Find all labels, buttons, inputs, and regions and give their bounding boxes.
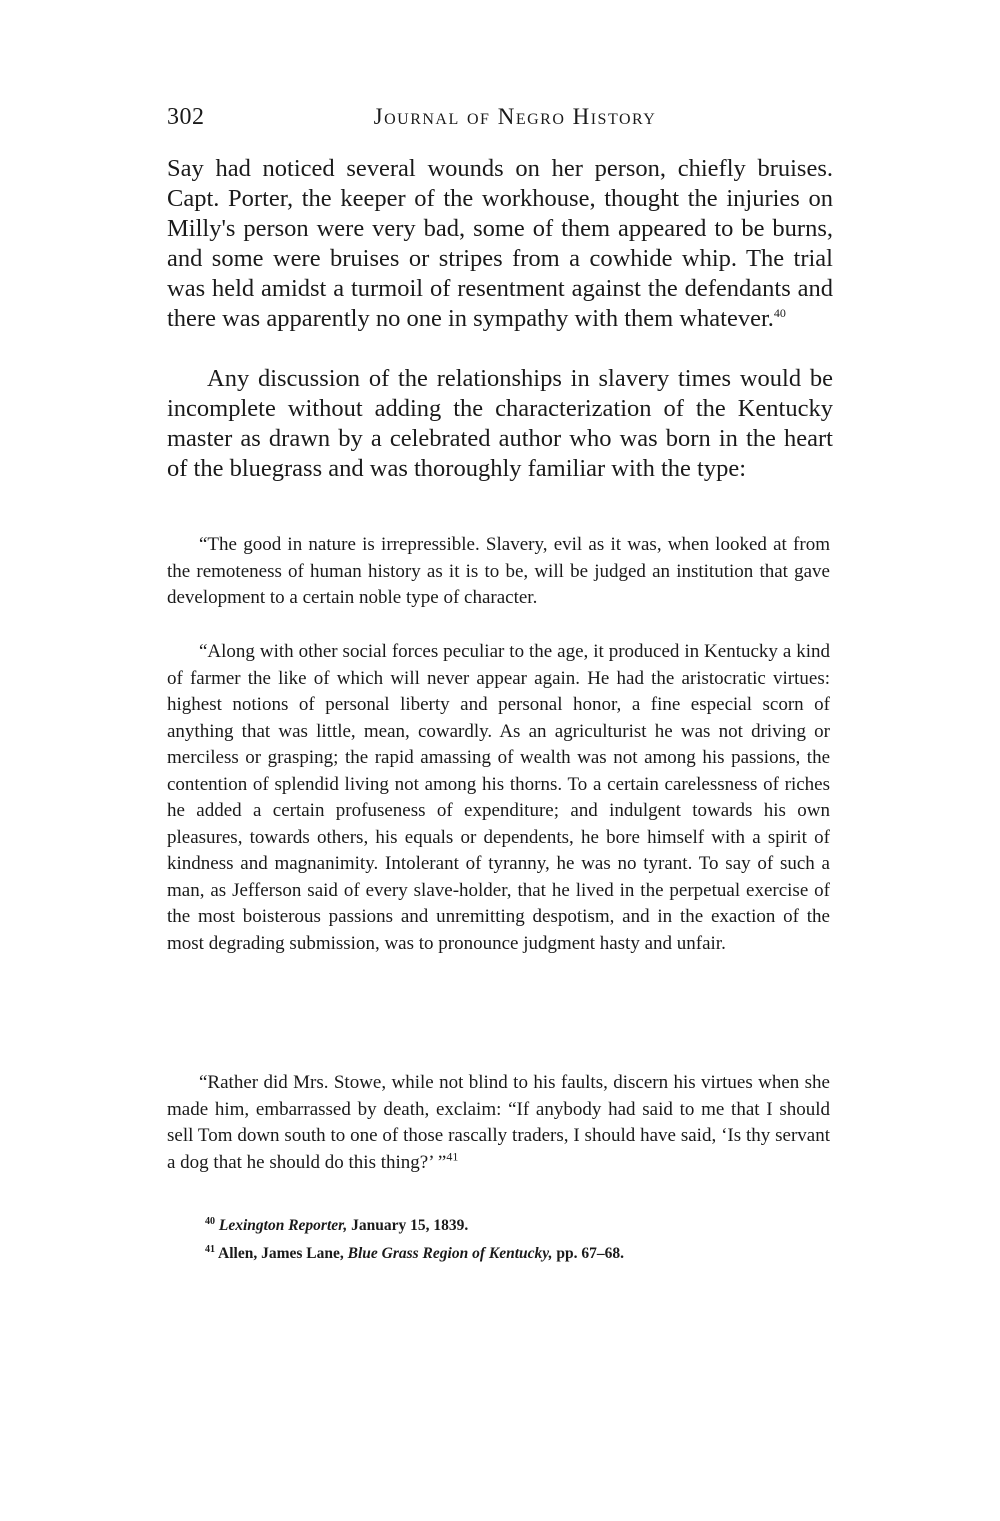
footnote-ref-40: 40 <box>773 305 786 320</box>
body-paragraph-1 <box>167 154 833 334</box>
footnote-ref-41: 41 <box>446 1149 459 1164</box>
running-head <box>167 104 833 144</box>
body-paragraph-1-text: Say had noticed several wounds on her person, chiefly bruises. Capt. Porter, the keeper of the workhouse, thought the injuries on Milly's person were very bad, some of them appeared to be burns, and some were bruises or stripes from a cowhide whip. The trial was held amidst a turmoil of resentment against the defendants and there was apparently no one in sympathy with them whatever. <box>167 155 833 332</box>
footnote-number: 41 <box>205 1244 215 1256</box>
footnote-40 <box>205 1210 825 1238</box>
footnote-source-details: January 15, 1839. <box>347 1217 469 1235</box>
footnote-41 <box>205 1238 825 1266</box>
block-quote-1: “The good in nature is irrepressible. Slavery, evil as it was, when looked at from the remoteness of human history as it is to be, will be judged an institution that gave development to a certain noble type of character. <box>167 534 830 608</box>
block-quote-3-text: “Rather did Mrs. Stowe, while not blind to his faults, discern his virtues when she made him, embarrassed by death, exclaim: “If anybody had said to me that I should sell Tom down south to one of those rascally traders, I should have said, ‘Is thy servant a dog that he should do this thing?’ ” <box>167 1072 830 1173</box>
footnote-source-details: pp. 67–68. <box>552 1245 624 1263</box>
footnotes <box>205 1210 825 1266</box>
body-paragraph-2: Any discussion of the relationships in slavery times would be incomplete without adding the characterization of the Kentucky master as drawn by a celebrated author who was born in the heart of the bluegrass and was thoroughly familiar with the type: <box>167 365 833 482</box>
footnote-source-title: Blue Grass Region of Kentucky, <box>347 1245 553 1263</box>
footnote-author: Allen, James Lane, <box>218 1245 348 1263</box>
block-quote-3 <box>167 1070 830 1176</box>
journal-title: Journal of Negro History <box>373 104 657 129</box>
footnote-source-title: Lexington Reporter, <box>218 1217 348 1235</box>
footnote-number: 40 <box>205 1216 215 1227</box>
page-number: 302 <box>167 104 205 130</box>
block-quote-2: “Along with other social forces peculiar to the age, it produced in Kentucky a kind of farmer the like of which will never appear again. He had the aristocratic virtues: highest notions of personal liberty and personal honor, a fine especial scorn of anything that was little, mean, cowardly. As an agriculturist he was not driving or merciless or grasping; the rapid amassing of wealth was not among his passions, the contention of splendid living not among his thorns. To a certain carelessness of riches he added a certain profuseness of expenditure; and indulgent towards his own pleasures, towards others, his equals or dependents, he bore himself with a spirit of kindness and magnanimity. Intolerant of tyranny, he was no tyrant. To say of such a man, as Jefferson said of every slave-holder, that he lived in the perpetual exercise of the most boisterous passions and unremitting despotism, and in the exaction of the most degrading submission, was to pronounce judgment hasty and unfair. <box>167 641 830 954</box>
